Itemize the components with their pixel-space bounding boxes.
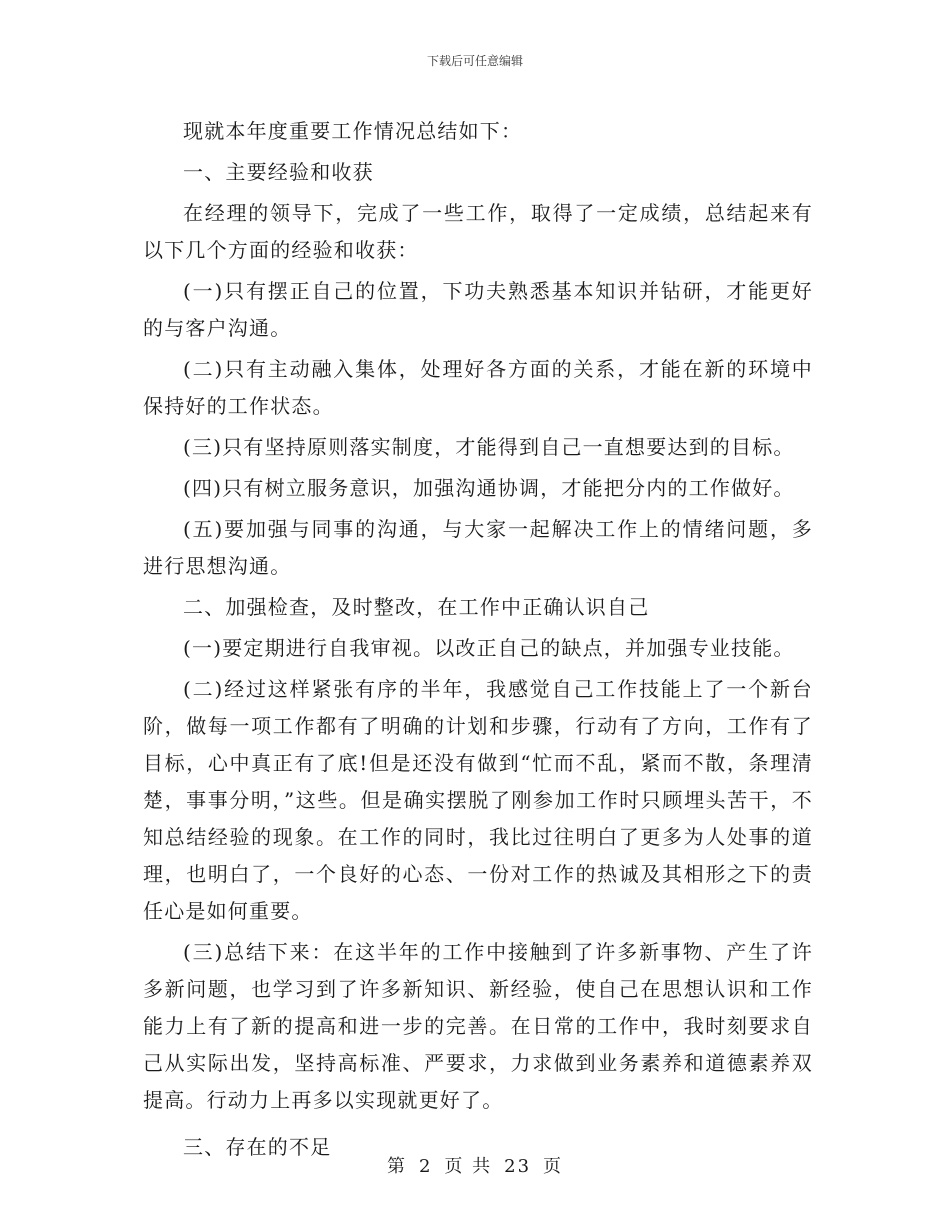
paragraph-item-1-4: (四)只有树立服务意识，加强沟通协调，才能把分内的工作做好。 [183, 476, 795, 500]
footer-total-pages: 23 [504, 1156, 532, 1177]
paragraph-item-1-3: (三)只有坚持原则落实制度，才能得到自己一直想要达到的目标。 [183, 435, 795, 459]
footer-middle: 页 共 [444, 1156, 493, 1177]
paragraph-intro: 现就本年度重要工作情况总结如下： [183, 119, 523, 143]
paragraph-item-1-5: (五)要加强与同事的沟通，与大家一起解决工作上的情绪问题，多进行思想沟通。 [143, 517, 813, 578]
paragraph-item-2-3: (三)总结下来：在这半年的工作中接触到了许多新事物、产生了许多新问题，也学习到了许多新知识、新经验，使自己在思想认识和工作能力上有了新的提高和进一步的完善。在日常的工作中，我时刻要求自己从实际出发，坚持高标准、严要求，力求做到业务素养和道德素养双提高。行动力上再多以实现就更好了。 [143, 940, 813, 1112]
page-footer [0, 1152, 950, 1178]
page-header: 下载后可任意编辑 [426, 54, 523, 68]
footer-suffix: 页 [543, 1156, 564, 1177]
paragraph-item-2-2: (二)经过这样紧张有序的半年，我感觉自己工作技能上了一个新台阶，做每一项工作都有了明确的计划和步骤，行动有了方向，工作有了目标，心中真正有了底!但是还没有做到“忙而不乱，紧而不散，条理清楚，事事分明，”这些。但是确实摆脱了刚参加工作时只顾埋头苦干，不知总结经验的现象。在工作的同时，我比过往明白了更多为人处事的道理，也明白了，一个良好的心态、一份对工作的热诚及其相形之下的责任心是如何重要。 [143, 677, 813, 923]
paragraph-item-1-1: (一)只有摆正自己的位置，下功夫熟悉基本知识并钻研，才能更好的与客户沟通。 [143, 279, 813, 340]
footer-prefix: 第 [386, 1156, 407, 1177]
heading-section-2: 二、加强检查，及时整改，在工作中正确认识自己 [183, 595, 650, 619]
paragraph-item-2-1: (一)要定期进行自我审视。以改正自己的缺点，并加强专业技能。 [183, 636, 795, 660]
paragraph-section-1-intro: 在经理的领导下，完成了一些工作，取得了一定成绩，总结起来有以下几个方面的经验和收获： [143, 201, 813, 262]
document-body [143, 113, 813, 1166]
heading-section-1: 一、主要经验和收获 [183, 160, 374, 184]
paragraph-item-1-2: (二)只有主动融入集体，处理好各方面的关系，才能在新的环境中保持好的工作状态。 [143, 357, 813, 418]
heading-section-3: 三、存在的不足 [183, 1135, 332, 1159]
footer-page-number: 2 [418, 1156, 433, 1177]
